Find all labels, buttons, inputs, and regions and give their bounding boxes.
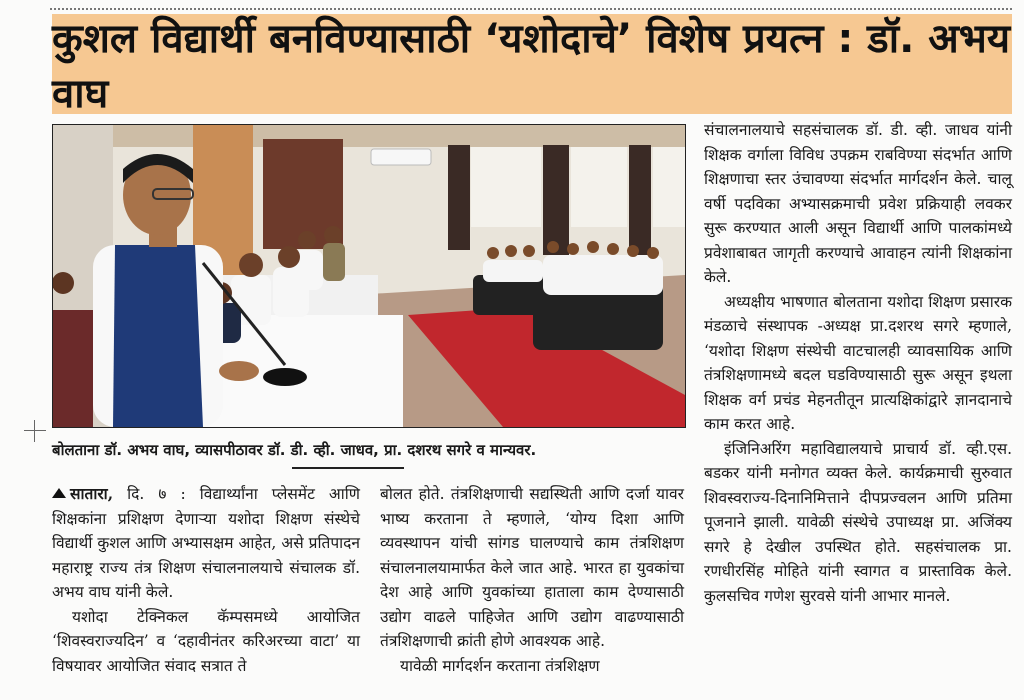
photo-caption: बोलताना डॉ. अभय वाघ, व्यासपीठावर डॉ. डी. व्ही. जाधव, प्रा. दशरथ सगरे व मान्यवर. — [52, 441, 537, 459]
lead-paragraph — [52, 482, 360, 605]
caption-rule — [292, 467, 404, 469]
lead-text: दि. ७ : विद्यार्थ्यांना प्लेसमेंट आणि शिक्षकांना प्रशिक्षण देणाऱ्या यशोदा शिक्षण संस्थेचे विद्यार्थी कुशल आणि अभ्यासक्षम आहेत, असे प्रतिपादन महाराष्ट्र राज्य तंत्र शिक्षण संचालनालयाचे संचालक डॉ. अभय वाघ यांनी केले. — [52, 485, 360, 601]
column-1 — [52, 482, 360, 678]
paragraph: बोलत होते. तंत्रशिक्षणाची सद्यस्थिती आणि दर्जा यावर भाष्य करताना ते म्हणाले, ‘योग्य दिशा आणि व्यवस्थापन यांची सांगड घालण्याचे काम तंत्रशिक्षण संचालनालयामार्फत केले जात आहे. भारत हा युवकांचा देश आहे आणि युवकांच्या हाताला काम देण्यासाठी उद्योग वाढले पाहिजेत आणि उद्योग वाढण्यासाठी तंत्रशिक्षणाची क्रांती होणे आवश्यक आहे. — [380, 485, 684, 650]
paragraph: यावेळी मार्गदर्शन करताना तंत्रशिक्षण — [400, 656, 600, 675]
headline: कुशल विद्यार्थी बनविण्यासाठी ‘यशोदाचे’ विशेष प्रयत्न : डॉ. अभय वाघ — [52, 16, 1011, 117]
paragraph: इंजिनिअरिंग महाविद्यालयाचे प्राचार्य डॉ. व्ही.एस. बडकर यांनी मनोगत व्यक्त केले. कार्यक्रमाची सुरुवात शिवस्वराज्य-दिनानिमित्ताने दीपप्रज्वलन आणि प्रतिमा पूजनाने झाली. यावेळी संस्थेचे उपाध्यक्ष प्रा. अजिंक्य सगरे हे देखील उपस्थित होते. सहसंचालक प्रा. रणधीरसिंह मोहिते यांनी स्वागत व प्रास्ताविक केले. कुलसचिव गणेश सुरवसे यांनी आभार मानले. — [704, 439, 1012, 605]
photo-illustration — [53, 125, 685, 427]
column-2 — [380, 482, 684, 678]
dateline-place: सातारा, — [70, 484, 114, 503]
news-photo — [52, 124, 686, 428]
triangle-marker-icon — [52, 488, 66, 498]
column-3 — [704, 118, 1012, 608]
registration-mark — [24, 420, 46, 442]
paragraph: अध्यक्षीय भाषणात बोलताना यशोदा शिक्षण प्रसारक मंडळाचे संस्थापक -अध्यक्ष प्रा.दशरथ सगरे म्हणाले, ‘यशोदा शिक्षण संस्थेची वाटचालही व्यावसायिक आणि तंत्रशिक्षणामध्ये बदल घडविण्यासाठी सुरू असून इथला शिक्षक वर्ग प्रचंड मेहनतीतून प्रात्यक्षिकांद्वारे ज्ञानदानाचे काम करत आहे. — [704, 292, 1012, 433]
paragraph: यशोदा टेक्निकल कॅम्पसमध्ये आयोजित ‘शिवस्वराज्यदिन’ व ‘दहावीनंतर करिअरच्या वाटा’ या विषयावर आयोजित संवाद सत्रात ते — [52, 607, 360, 675]
headline-band — [52, 14, 1012, 117]
paragraph: संचालनालयाचे सहसंचालक डॉ. डी. व्ही. जाधव यांनी शिक्षक वर्गाला विविध उपक्रम राबविण्या संदर्भात आणि शिक्षणाचा स्तर उंचावण्या संदर्भात मार्गदर्शन केले. चालू वर्षी पदविका अभ्यासक्रमाची प्रवेश प्रक्रियाही लवकर सुरू करण्यात आली असून विद्यार्थी आणि पालकांमध्ये प्रवेशाबाबत जागृती करण्याचे आवाहन त्यांनी शिक्षकांना केले. — [704, 121, 1012, 286]
